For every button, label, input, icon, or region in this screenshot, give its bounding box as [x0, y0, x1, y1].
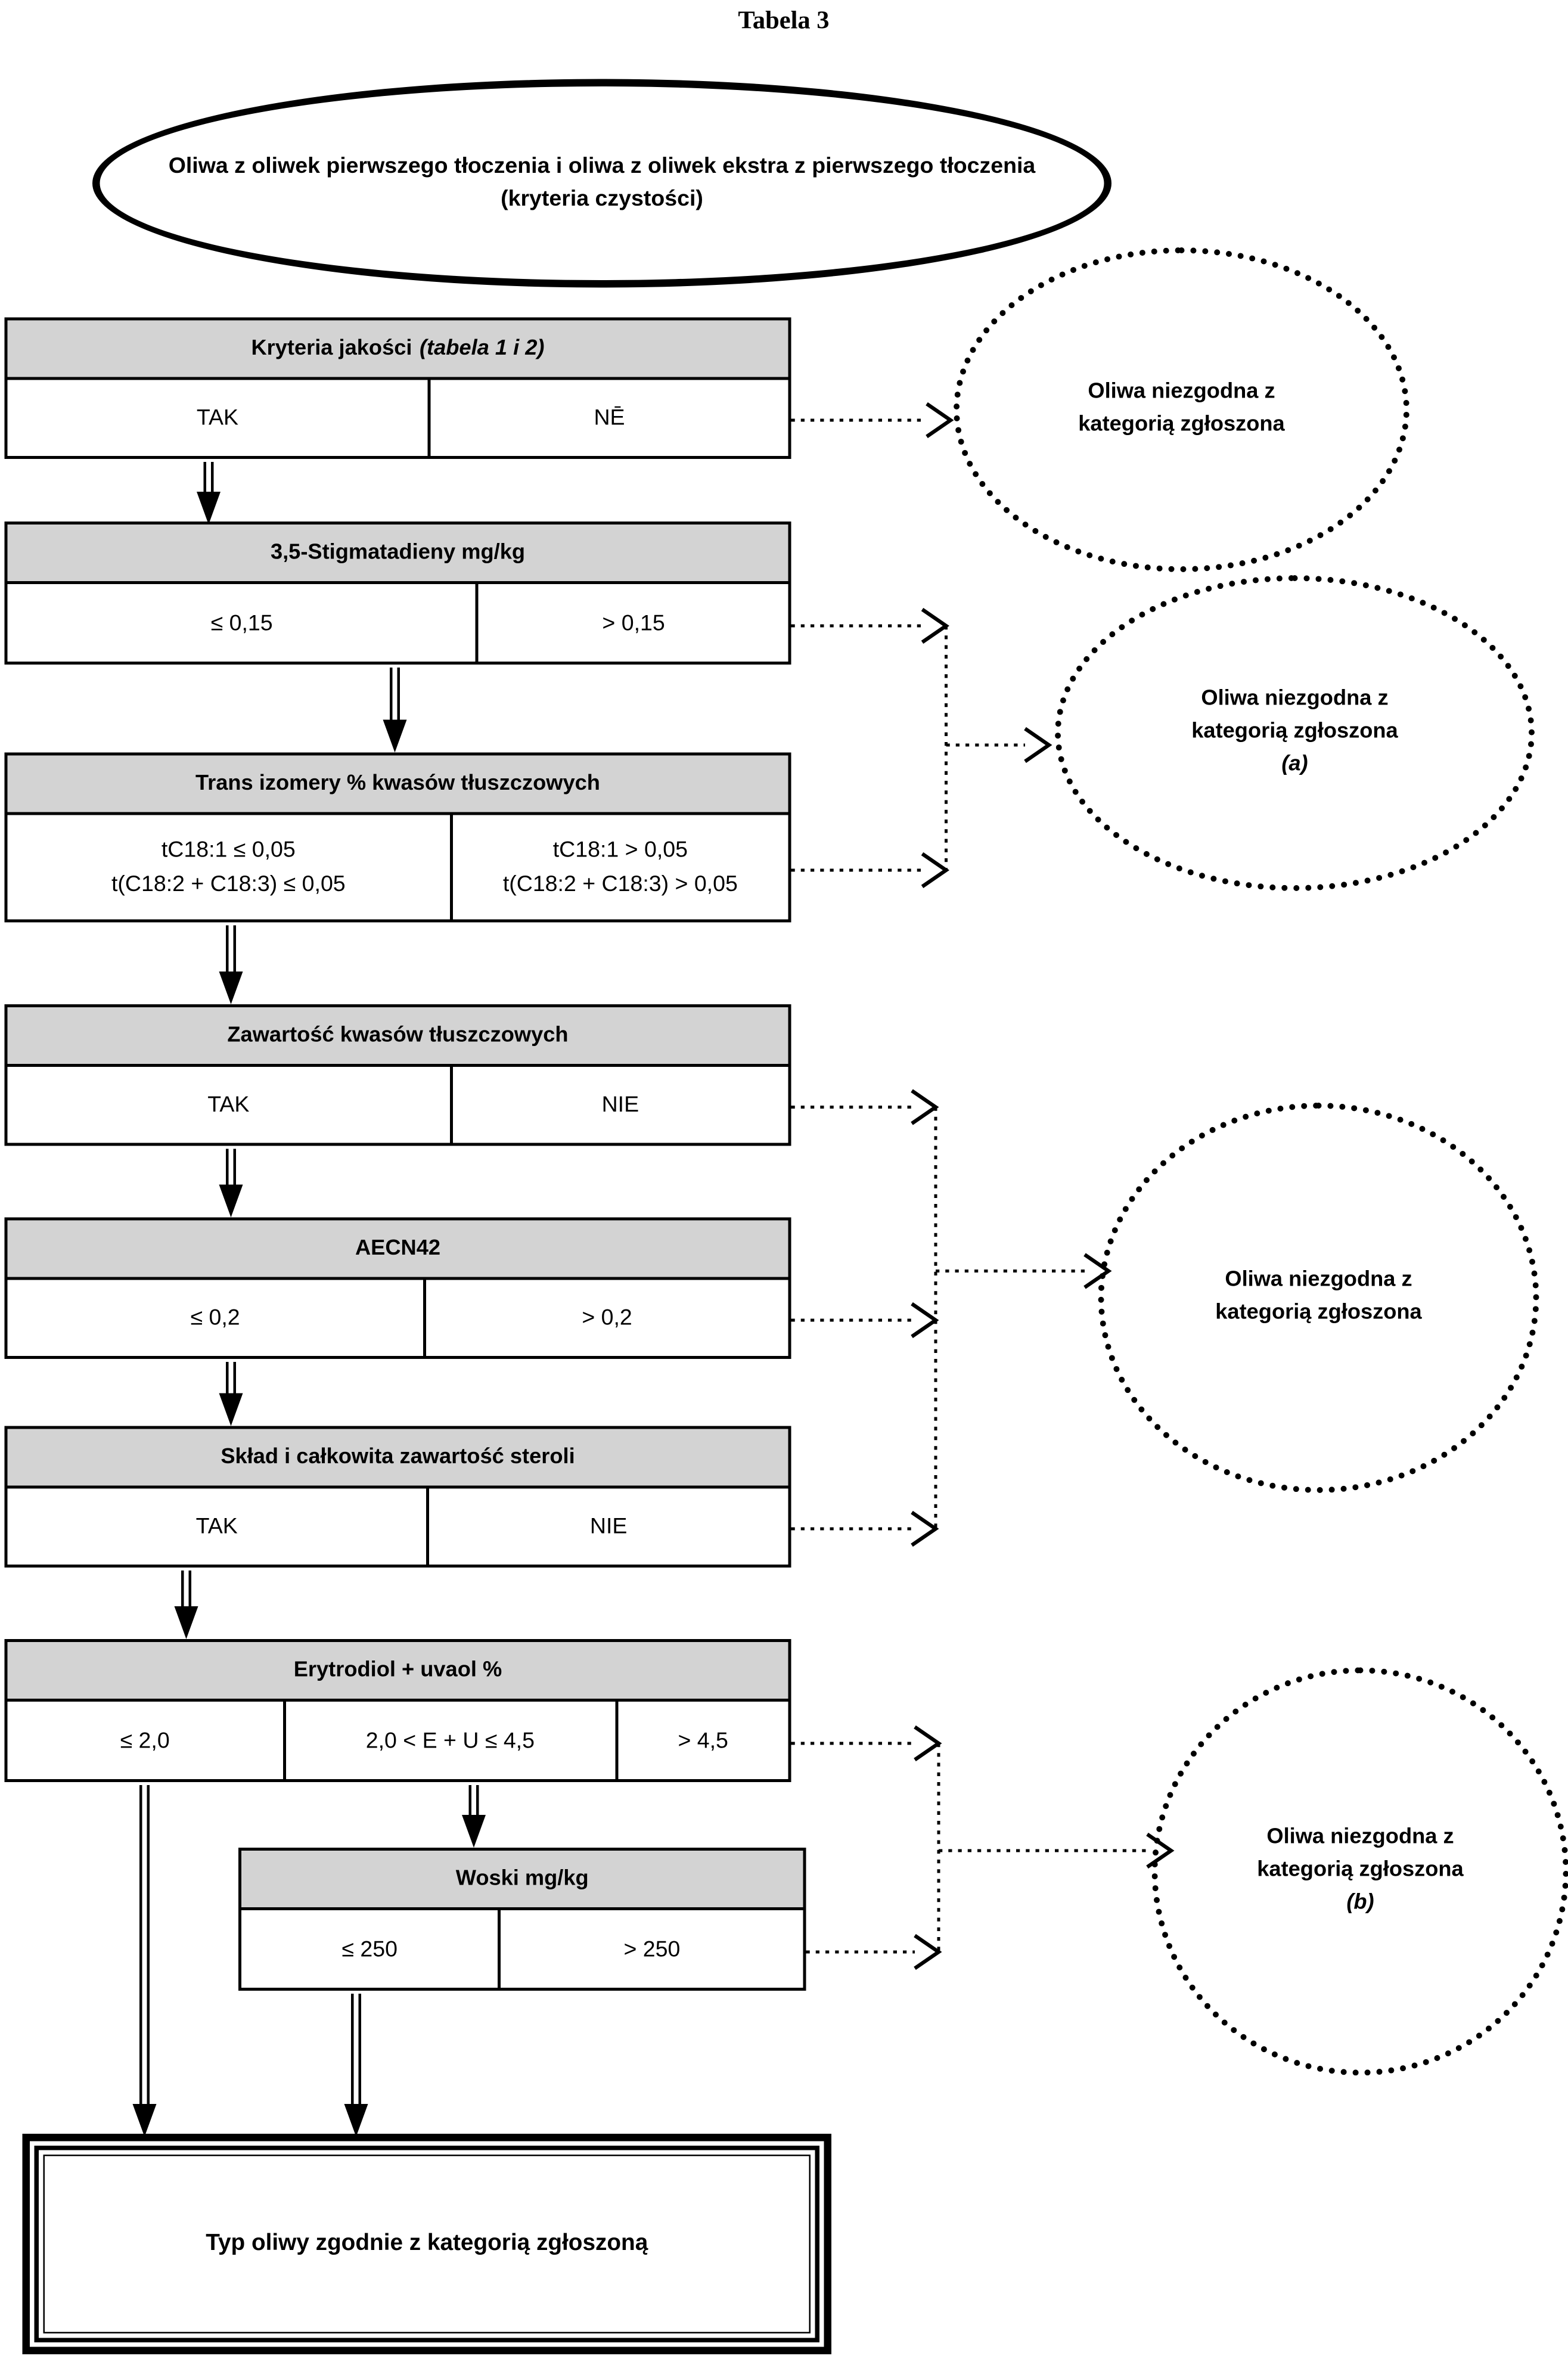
- start-node: [92, 79, 1111, 288]
- cell-erytrodiol-le: ≤ 2,0: [8, 1702, 285, 1779]
- outcome-text: [1227, 1823, 1495, 1920]
- arrow-down-kryteria-tak: [197, 462, 221, 524]
- dotted-connector-to-outcome-2: [791, 1091, 1109, 1545]
- step-aecn42: [5, 1218, 791, 1360]
- outcome-text: [1161, 684, 1429, 781]
- arrow-down-erytrodiol-ok-to-final: [133, 1785, 157, 2137]
- step-header: Zawartość kwasów tłuszczowych: [8, 1007, 788, 1067]
- cell-trans-gt: [452, 815, 788, 920]
- step-header: Trans izomery % kwasów tłuszczowych: [8, 756, 788, 815]
- arrow-down-kwasy-tak: [219, 1149, 243, 1218]
- cell-sterole-tak: TAK: [8, 1489, 429, 1565]
- outcome-niezgodna-a: [1055, 575, 1535, 891]
- dotted-connector-to-outcome-a: [791, 610, 1050, 887]
- dotted-connector-kryteria-nie: [791, 404, 951, 437]
- cell-woski-le: ≤ 250: [241, 1910, 501, 1988]
- step-sterole: [5, 1426, 791, 1568]
- step-kryteria-jakosci: [5, 318, 791, 460]
- outcome-text-main: Oliwa niezgodna z kategorią zgłoszona: [1257, 1826, 1463, 1882]
- outcome-text: Oliwa niezgodna z kategorią zgłoszona: [1048, 377, 1316, 442]
- cell-aecn42-le: ≤ 0,2: [8, 1280, 426, 1357]
- cell-kryteria-tak: TAK: [8, 380, 431, 457]
- outcome-text: Oliwa niezgodna z kategorią zgłoszona: [1185, 1265, 1453, 1330]
- outcome-niezgodna-2: [1098, 1103, 1539, 1493]
- step-header-note: (tabela 1 i 2): [420, 337, 545, 361]
- cell-line: tC18:1 ≤ 0,05: [162, 833, 296, 867]
- outcome-text-main: Oliwa niezgodna z kategorią zgłoszona: [1191, 687, 1398, 743]
- cell-woski-gt: > 250: [501, 1910, 803, 1988]
- final-result-box: [23, 2134, 832, 2354]
- start-node-text: Oliwa z oliwek pierwszego tłoczenia i oliwa z oliwek ekstra z pierwszego tłoczenia: [155, 150, 1049, 183]
- cell-sterole-nie: NIE: [429, 1489, 788, 1565]
- cell-stigmatadieny-gt: > 0,15: [479, 584, 788, 662]
- dotted-connector-to-outcome-b: [791, 1727, 1172, 1969]
- cell-line: t(C18:2 + C18:3) > 0,05: [503, 867, 738, 902]
- step-header: Woski mg/kg: [241, 1851, 803, 1910]
- cell-kryteria-nie: NĒ: [431, 380, 788, 457]
- arrow-down-woski-ok-to-final: [344, 1994, 368, 2137]
- step-header: Erytrodiol + uvaol %: [8, 1642, 788, 1702]
- outcome-niezgodna-b: [1152, 1668, 1568, 2076]
- cell-erytrodiol-gt: > 4,5: [618, 1702, 788, 1779]
- start-node-subtitle: (kryteria czystości): [501, 184, 703, 217]
- outcome-text-suffix: (b): [1227, 1888, 1495, 1920]
- cell-kwasy-nie: NIE: [452, 1067, 788, 1143]
- step-header: [8, 321, 788, 380]
- final-result-box-mid: [35, 2146, 820, 2342]
- cell-line: tC18:1 > 0,05: [553, 833, 688, 867]
- step-zawartosc-kwasow: [5, 1004, 791, 1146]
- outcome-niezgodna-1: [954, 247, 1409, 572]
- cell-trans-le: [8, 815, 453, 920]
- cell-aecn42-gt: > 0,2: [426, 1280, 788, 1357]
- page-title: Tabela 3: [0, 6, 1567, 36]
- step-header: 3,5-Stigmatadieny mg/kg: [8, 524, 788, 584]
- step-woski: [238, 1848, 806, 1991]
- cell-erytrodiol-mid: 2,0 < E + U ≤ 4,5: [285, 1702, 618, 1779]
- step-header: AECN42: [8, 1221, 788, 1280]
- arrow-down-aecn42-ok: [219, 1362, 243, 1426]
- cell-stigmatadieny-le: ≤ 0,15: [8, 584, 479, 662]
- step-erytrodiol-uvaol: [5, 1639, 791, 1782]
- cell-kwasy-tak: TAK: [8, 1067, 453, 1143]
- step-trans-izomery: [5, 753, 791, 923]
- step-header-text: Kryteria jakości: [251, 337, 412, 361]
- step-header: Skład i całkowita zawartość steroli: [8, 1429, 788, 1489]
- arrow-down-erytrodiol-mid-to-woski: [462, 1785, 486, 1848]
- cell-line: t(C18:2 + C18:3) ≤ 0,05: [111, 867, 346, 902]
- arrow-down-sterole-tak: [175, 1571, 198, 1639]
- final-result-text: Typ oliwy zgodnie z kategorią zgłoszoną: [44, 2155, 811, 2333]
- outcome-text-suffix: (a): [1161, 749, 1429, 781]
- step-stigmatadieny: [5, 522, 791, 665]
- arrow-down-stigmatadieny-ok: [383, 668, 407, 753]
- arrow-down-trans-ok: [219, 926, 243, 1005]
